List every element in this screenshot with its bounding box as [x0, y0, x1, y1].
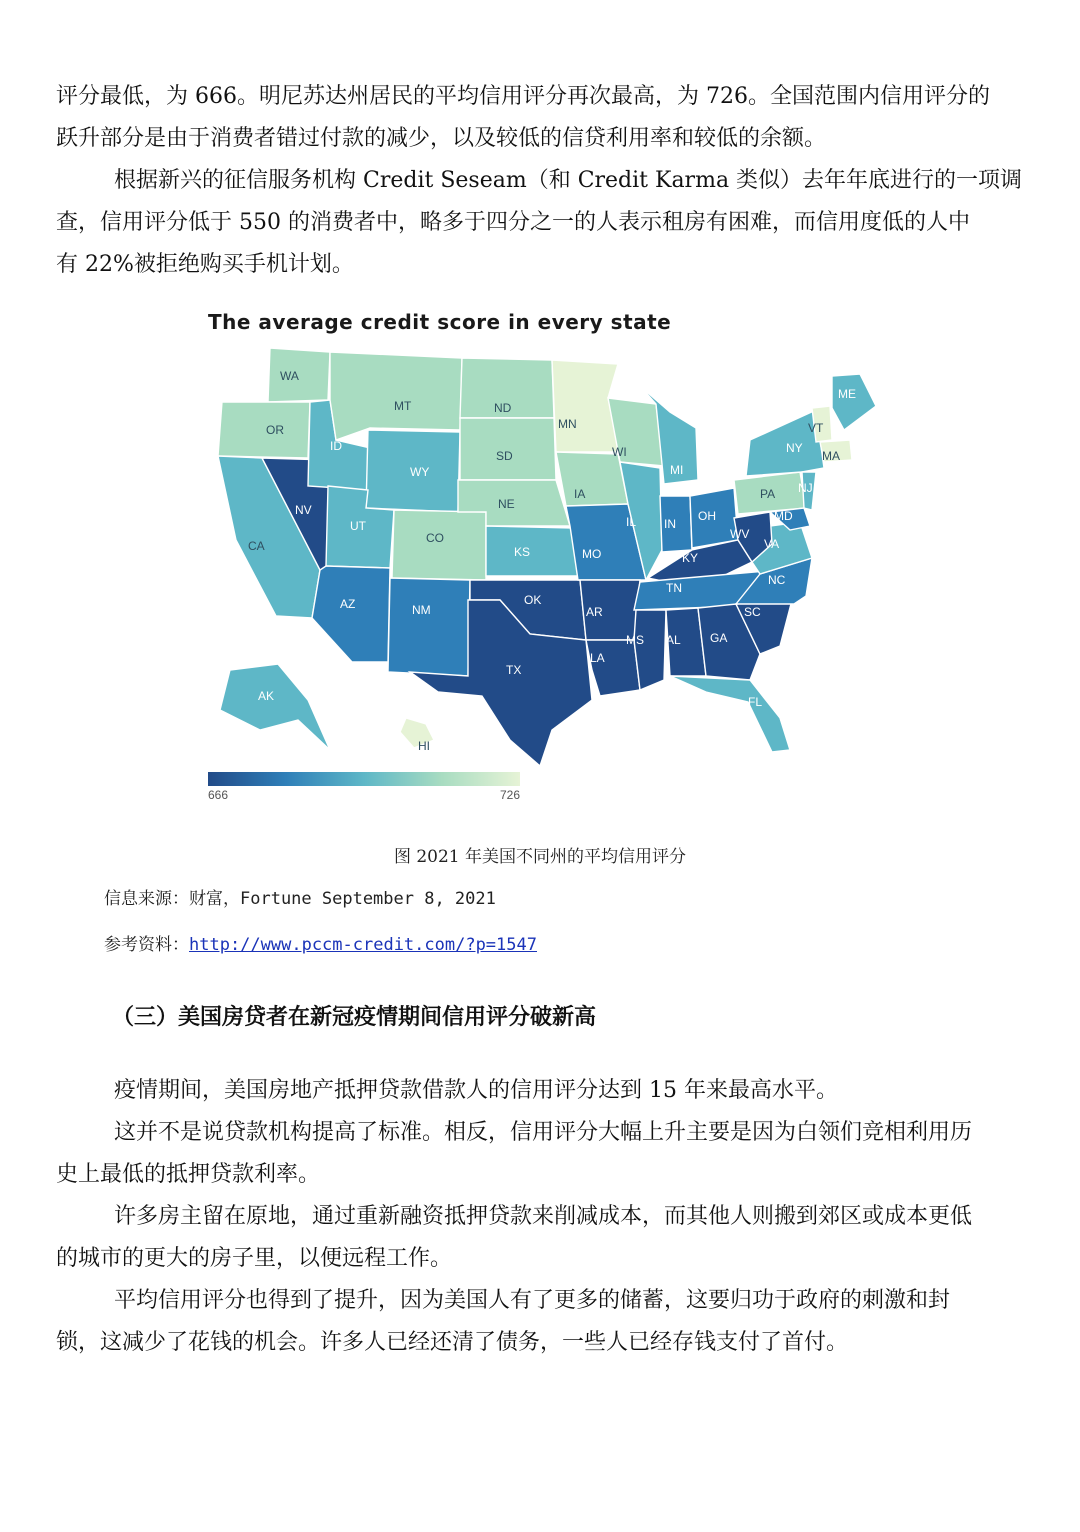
state-label-wv: WV [730, 527, 750, 541]
paragraph-line: 平均信用评分也得到了提升，因为美国人有了更多的储蓄，这要归功于政府的刺激和封 [114, 1288, 951, 1313]
state-label-ia: IA [574, 487, 586, 501]
state-label-ne: NE [498, 497, 515, 511]
state-label-tx: TX [506, 663, 522, 677]
state-label-mi: MI [670, 463, 684, 477]
state-label-nv: NV [295, 503, 312, 517]
state-me [832, 374, 876, 430]
state-label-ma: MA [822, 449, 840, 463]
state-label-ca: CA [248, 539, 265, 553]
state-label-al: AL [666, 633, 681, 647]
state-label-oh: OH [698, 509, 716, 523]
paragraph-line: 锁，这减少了花钱的机会。许多人已经还清了债务，一些人已经存钱支付了首付。 [56, 1330, 849, 1355]
state-label-pa: PA [760, 487, 776, 501]
state-label-or: OR [266, 423, 284, 437]
state-fl [670, 676, 790, 752]
paragraph-line: 疫情期间，美国房地产抵押贷款借款人的信用评分达到 15 年来最高水平。 [114, 1078, 838, 1103]
source-line: 信息来源：财富，Fortune September 8, 2021 [104, 889, 496, 909]
section-heading: （三）美国房贷者在新冠疫情期间信用评分破新高 [112, 1004, 597, 1030]
state-label-sc: SC [744, 605, 761, 619]
state-label-vt: VT [808, 421, 824, 435]
reference-line [104, 930, 537, 955]
state-label-nd: ND [494, 401, 512, 415]
state-wa [268, 348, 330, 402]
state-label-id: ID [330, 439, 342, 453]
state-label-la: LA [590, 651, 605, 665]
state-label-mn: MN [558, 417, 577, 431]
state-label-wi: WI [612, 445, 627, 459]
state-label-mo: MO [582, 547, 602, 561]
state-label-in: IN [664, 517, 676, 531]
color-scale-bar [208, 772, 520, 786]
state-ks [486, 526, 578, 576]
state-or [218, 402, 310, 458]
state-label-ky: KY [682, 551, 699, 565]
state-label-wy: WY [410, 465, 430, 479]
state-label-tn: TN [666, 581, 682, 595]
paragraph-line: 有 22%被拒绝购买手机计划。 [56, 252, 354, 277]
paragraph-line: 许多房主留在原地，通过重新融资抵押贷款来削减成本，而其他人则搬到郊区或成本更低 [114, 1204, 973, 1229]
state-label-ok: OK [524, 593, 542, 607]
state-la [586, 640, 640, 696]
state-ny [746, 410, 824, 476]
state-label-ak: AK [258, 689, 275, 703]
paragraph-line: 这并不是说贷款机构提高了标准。相反，信用评分大幅上升主要是因为白领们竞相利用历 [114, 1120, 973, 1145]
state-label-ms: MS [626, 633, 644, 647]
map-title: The average credit score in every state [208, 310, 672, 334]
paragraph-line: 的城市的更大的房子里，以便远程工作。 [56, 1246, 453, 1271]
state-az [312, 566, 390, 662]
state-label-me: ME [838, 387, 856, 401]
state-nm [388, 578, 470, 676]
state-label-nc: NC [768, 573, 786, 587]
figure-caption: 图 2021 年美国不同州的平均信用评分 [393, 847, 687, 867]
paragraph-line: 跃升部分是由于消费者错过付款的减少，以及较低的信贷利用率和较低的余额。 [56, 126, 827, 151]
legend-min-label: 666 [208, 788, 229, 802]
state-label-wa: WA [280, 369, 299, 383]
state-label-ar: AR [586, 605, 603, 619]
paragraph-line: 查，信用评分低于 550 的消费者中，略多于四分之一的人表示租房有困难，而信用度低的人中 [56, 210, 970, 235]
state-mt [330, 352, 462, 440]
paragraph-line: 根据新兴的征信服务机构 Credit Seseam（和 Credit Karma 类似）去年年底进行的一项调 [114, 168, 1023, 193]
state-label-il: IL [626, 515, 637, 529]
us-state-map [200, 300, 880, 770]
state-label-nj: NJ [798, 481, 813, 495]
legend-max-label: 726 [500, 788, 521, 802]
reference-link[interactable]: http://www.pccm-credit.com/?p=1547 [189, 935, 537, 955]
state-label-hi: HI [418, 739, 430, 753]
state-label-sd: SD [496, 449, 513, 463]
state-label-md: MD [774, 509, 793, 523]
state-label-nm: NM [412, 603, 431, 617]
state-label-fl: FL [748, 695, 763, 709]
state-label-ga: GA [710, 631, 728, 645]
state-label-ny: NY [786, 441, 803, 455]
state-label-va: VA [764, 537, 780, 551]
state-label-mt: MT [394, 399, 412, 413]
paragraph-line: 史上最低的抵押贷款利率。 [56, 1162, 321, 1187]
state-label-ks: KS [514, 545, 531, 559]
reference-prefix: 参考资料： [104, 935, 189, 955]
state-ms [634, 610, 666, 690]
state-ia [556, 452, 628, 506]
state-label-az: AZ [340, 597, 356, 611]
state-ak [220, 664, 330, 750]
state-label-ut: UT [350, 519, 366, 533]
credit-score-map-figure [200, 300, 880, 820]
state-label-co: CO [426, 531, 444, 545]
state-co [392, 510, 486, 580]
paragraph-line: 评分最低，为 666。明尼苏达州居民的平均信用评分再次最高，为 726。全国范围内信用评分的 [56, 84, 990, 109]
